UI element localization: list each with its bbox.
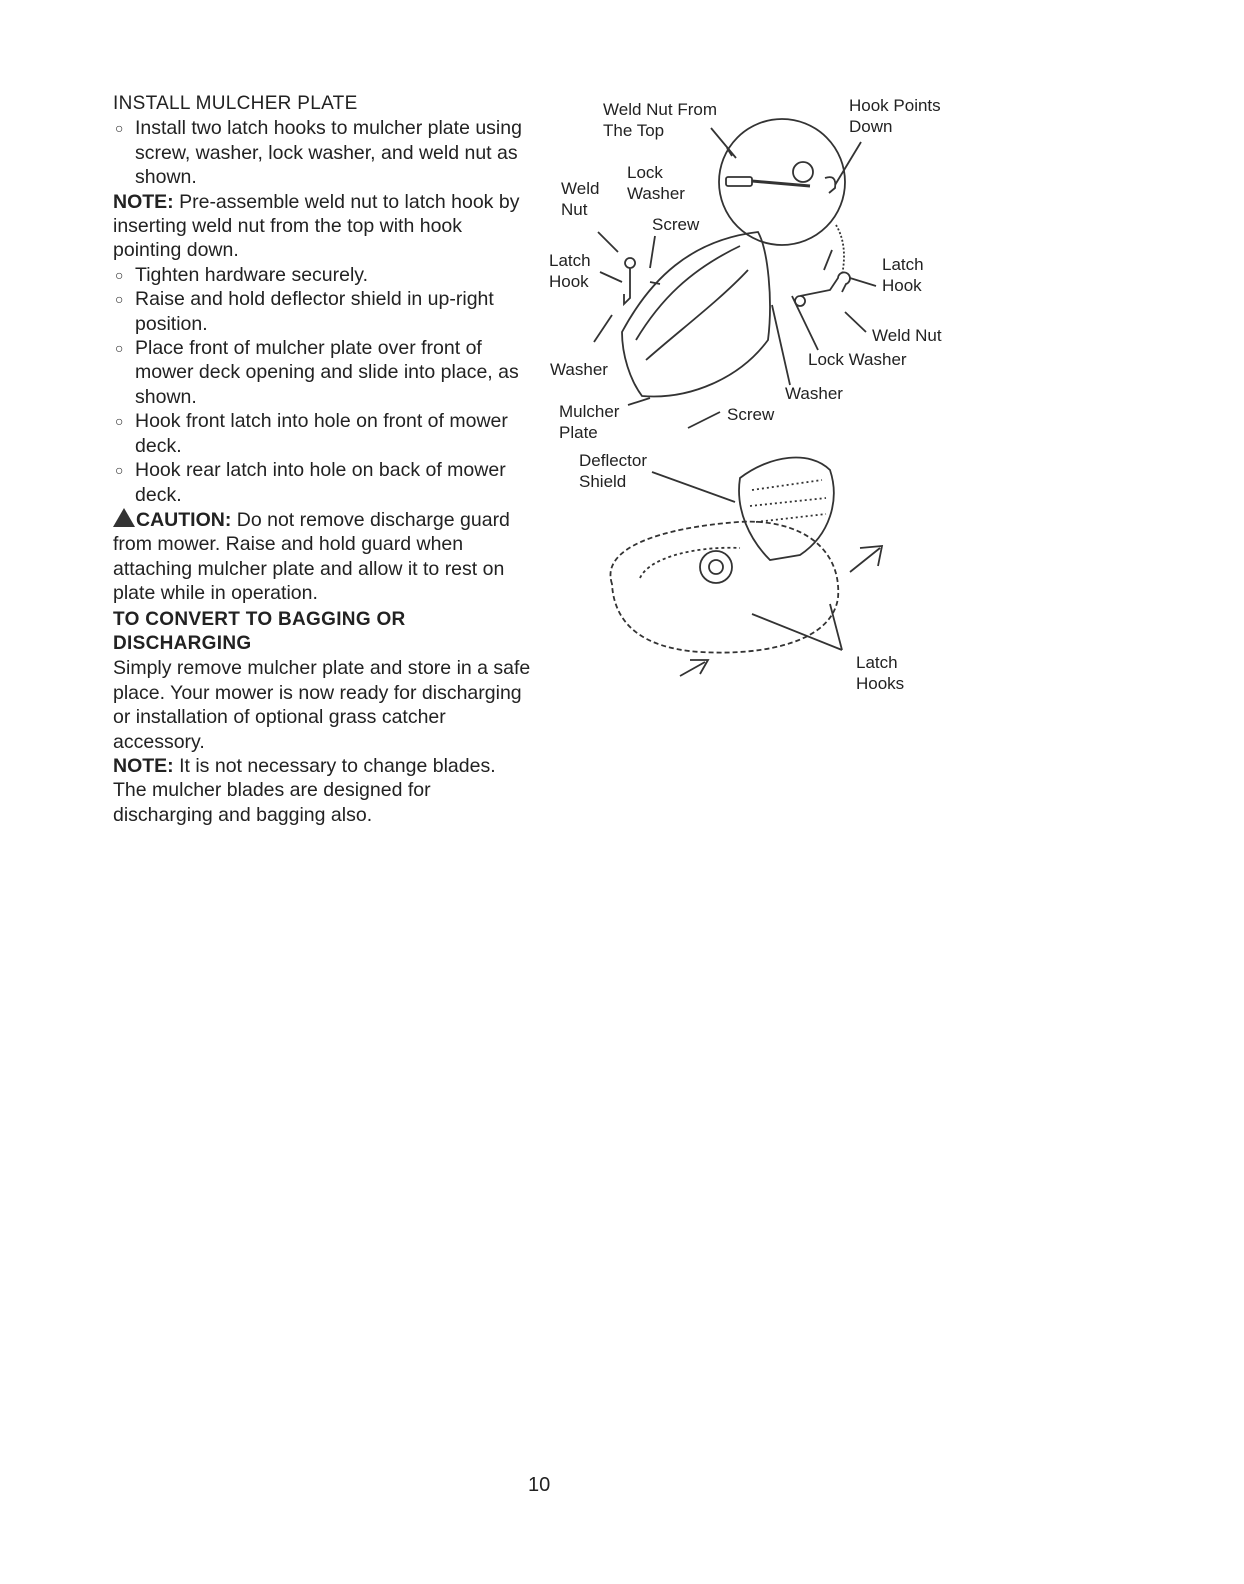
step-text: Hook front latch into hole on front of mower deck.	[135, 410, 508, 457]
label-mulcher-plate	[559, 401, 619, 443]
label-latch-hook-right	[882, 254, 924, 296]
leader-screw-bottom	[688, 412, 720, 428]
leader-hook-points-down	[835, 142, 861, 185]
step-text: Raise and hold deflector shield in up-right position.	[135, 288, 494, 335]
label-line: Latch	[856, 653, 898, 672]
leader-deflector-shield	[652, 472, 735, 502]
latch-hook-right	[795, 272, 850, 306]
convert-heading: TO CONVERT TO BAGGING OR DISCHARGING	[113, 608, 406, 654]
latch-hook-left	[624, 258, 635, 304]
label-line: Nut	[561, 200, 588, 219]
step-text: Hook rear latch into hole on back of mower deck.	[135, 459, 506, 506]
bullet-icon: ○	[115, 340, 124, 357]
label-weld-nut-from-top	[603, 99, 717, 141]
label-weld-nut	[561, 178, 599, 220]
label-hook-points-down	[849, 95, 941, 137]
label-screw-bottom: Screw	[727, 405, 775, 424]
label-line: Hook	[882, 276, 922, 295]
leader-latch-hook-left	[600, 272, 622, 282]
caution-label: CAUTION:	[136, 508, 232, 531]
leader-screw-top	[650, 236, 655, 268]
label-line: Washer	[627, 184, 685, 203]
step-text: Tighten hardware securely.	[135, 263, 369, 286]
page-number: 10	[528, 1474, 551, 1496]
convert-text: Simply remove mulcher plate and store in a safe place. Your mower is now ready for discharging or installation of optional grass catcher accessory.	[113, 657, 531, 753]
leader-latch-hook-right	[850, 278, 876, 286]
label-lock-washer	[627, 162, 685, 204]
leader-weld-nut-right	[845, 312, 866, 332]
label-screw-top: Screw	[652, 215, 700, 234]
leader-washer-left	[594, 315, 612, 342]
arrow-front-latch	[680, 660, 708, 676]
label-line: Latch	[549, 251, 591, 270]
bullet-icon: ○	[115, 291, 124, 308]
note-label: NOTE:	[113, 754, 174, 777]
label-line: Lock	[627, 163, 663, 182]
mower-deck-outline	[610, 522, 838, 653]
detail-bolt	[726, 177, 752, 186]
label-line: Latch	[882, 255, 924, 274]
leader-weld-nut-left	[598, 232, 618, 252]
mulcher-plate-shape	[622, 232, 770, 396]
mower-deck-illustration	[610, 458, 882, 676]
label-washer-right: Washer	[785, 384, 843, 403]
label-line: Weld	[561, 179, 600, 198]
step-text: Install two latch hooks to mulcher plate using screw, washer, lock washer, and weld nut as shown.	[135, 117, 522, 189]
label-line: Weld Nut From	[603, 100, 717, 119]
label-latch-hooks	[856, 652, 904, 694]
label-line: Shield	[579, 472, 627, 491]
label-washer-left: Washer	[550, 360, 608, 379]
bullet-icon: ○	[115, 462, 124, 479]
note-text: It is not necessary to change blades. The mulcher blades are designed for discharging and bagging also.	[113, 754, 496, 826]
label-line: Down	[849, 117, 893, 136]
blade-hub	[700, 551, 732, 583]
label-line: Deflector	[579, 451, 648, 470]
label-line: Mulcher	[559, 402, 620, 421]
note-text: Pre-assemble weld nut to latch hook by inserting weld nut from the top with hook pointing down.	[113, 190, 520, 262]
label-lock-washer-right: Lock Washer	[808, 350, 907, 369]
step-text: Place front of mulcher plate over front of mower deck opening and slide into place, as shown.	[135, 337, 519, 408]
note-label: NOTE:	[113, 190, 174, 213]
label-line: The Top	[603, 121, 665, 140]
install-heading: INSTALL MULCHER PLATE	[113, 93, 358, 114]
leader-washer-right	[772, 305, 790, 385]
leader-latch-hooks-2	[830, 604, 842, 650]
bullet-icon: ○	[115, 413, 124, 430]
label-line: Hooks	[856, 674, 905, 693]
label-deflector-shield	[579, 450, 647, 492]
arrow-rear-latch	[850, 546, 882, 572]
leader-mulcher-plate	[628, 398, 650, 405]
bullet-icon: ○	[115, 266, 124, 283]
caution-text: Do not remove discharge guard from mower. Raise and hold guard when attaching mulcher plate and allow it to rest on plate while in operation.	[113, 508, 510, 605]
label-latch-hook-left	[549, 250, 591, 292]
label-line: Hook	[549, 272, 589, 291]
bullet-icon: ○	[115, 120, 124, 137]
detail-magnifier-circle	[719, 119, 845, 245]
label-line: Hook Points	[849, 96, 941, 115]
label-weld-nut-right: Weld Nut	[872, 326, 942, 345]
label-line: Plate	[559, 423, 598, 442]
